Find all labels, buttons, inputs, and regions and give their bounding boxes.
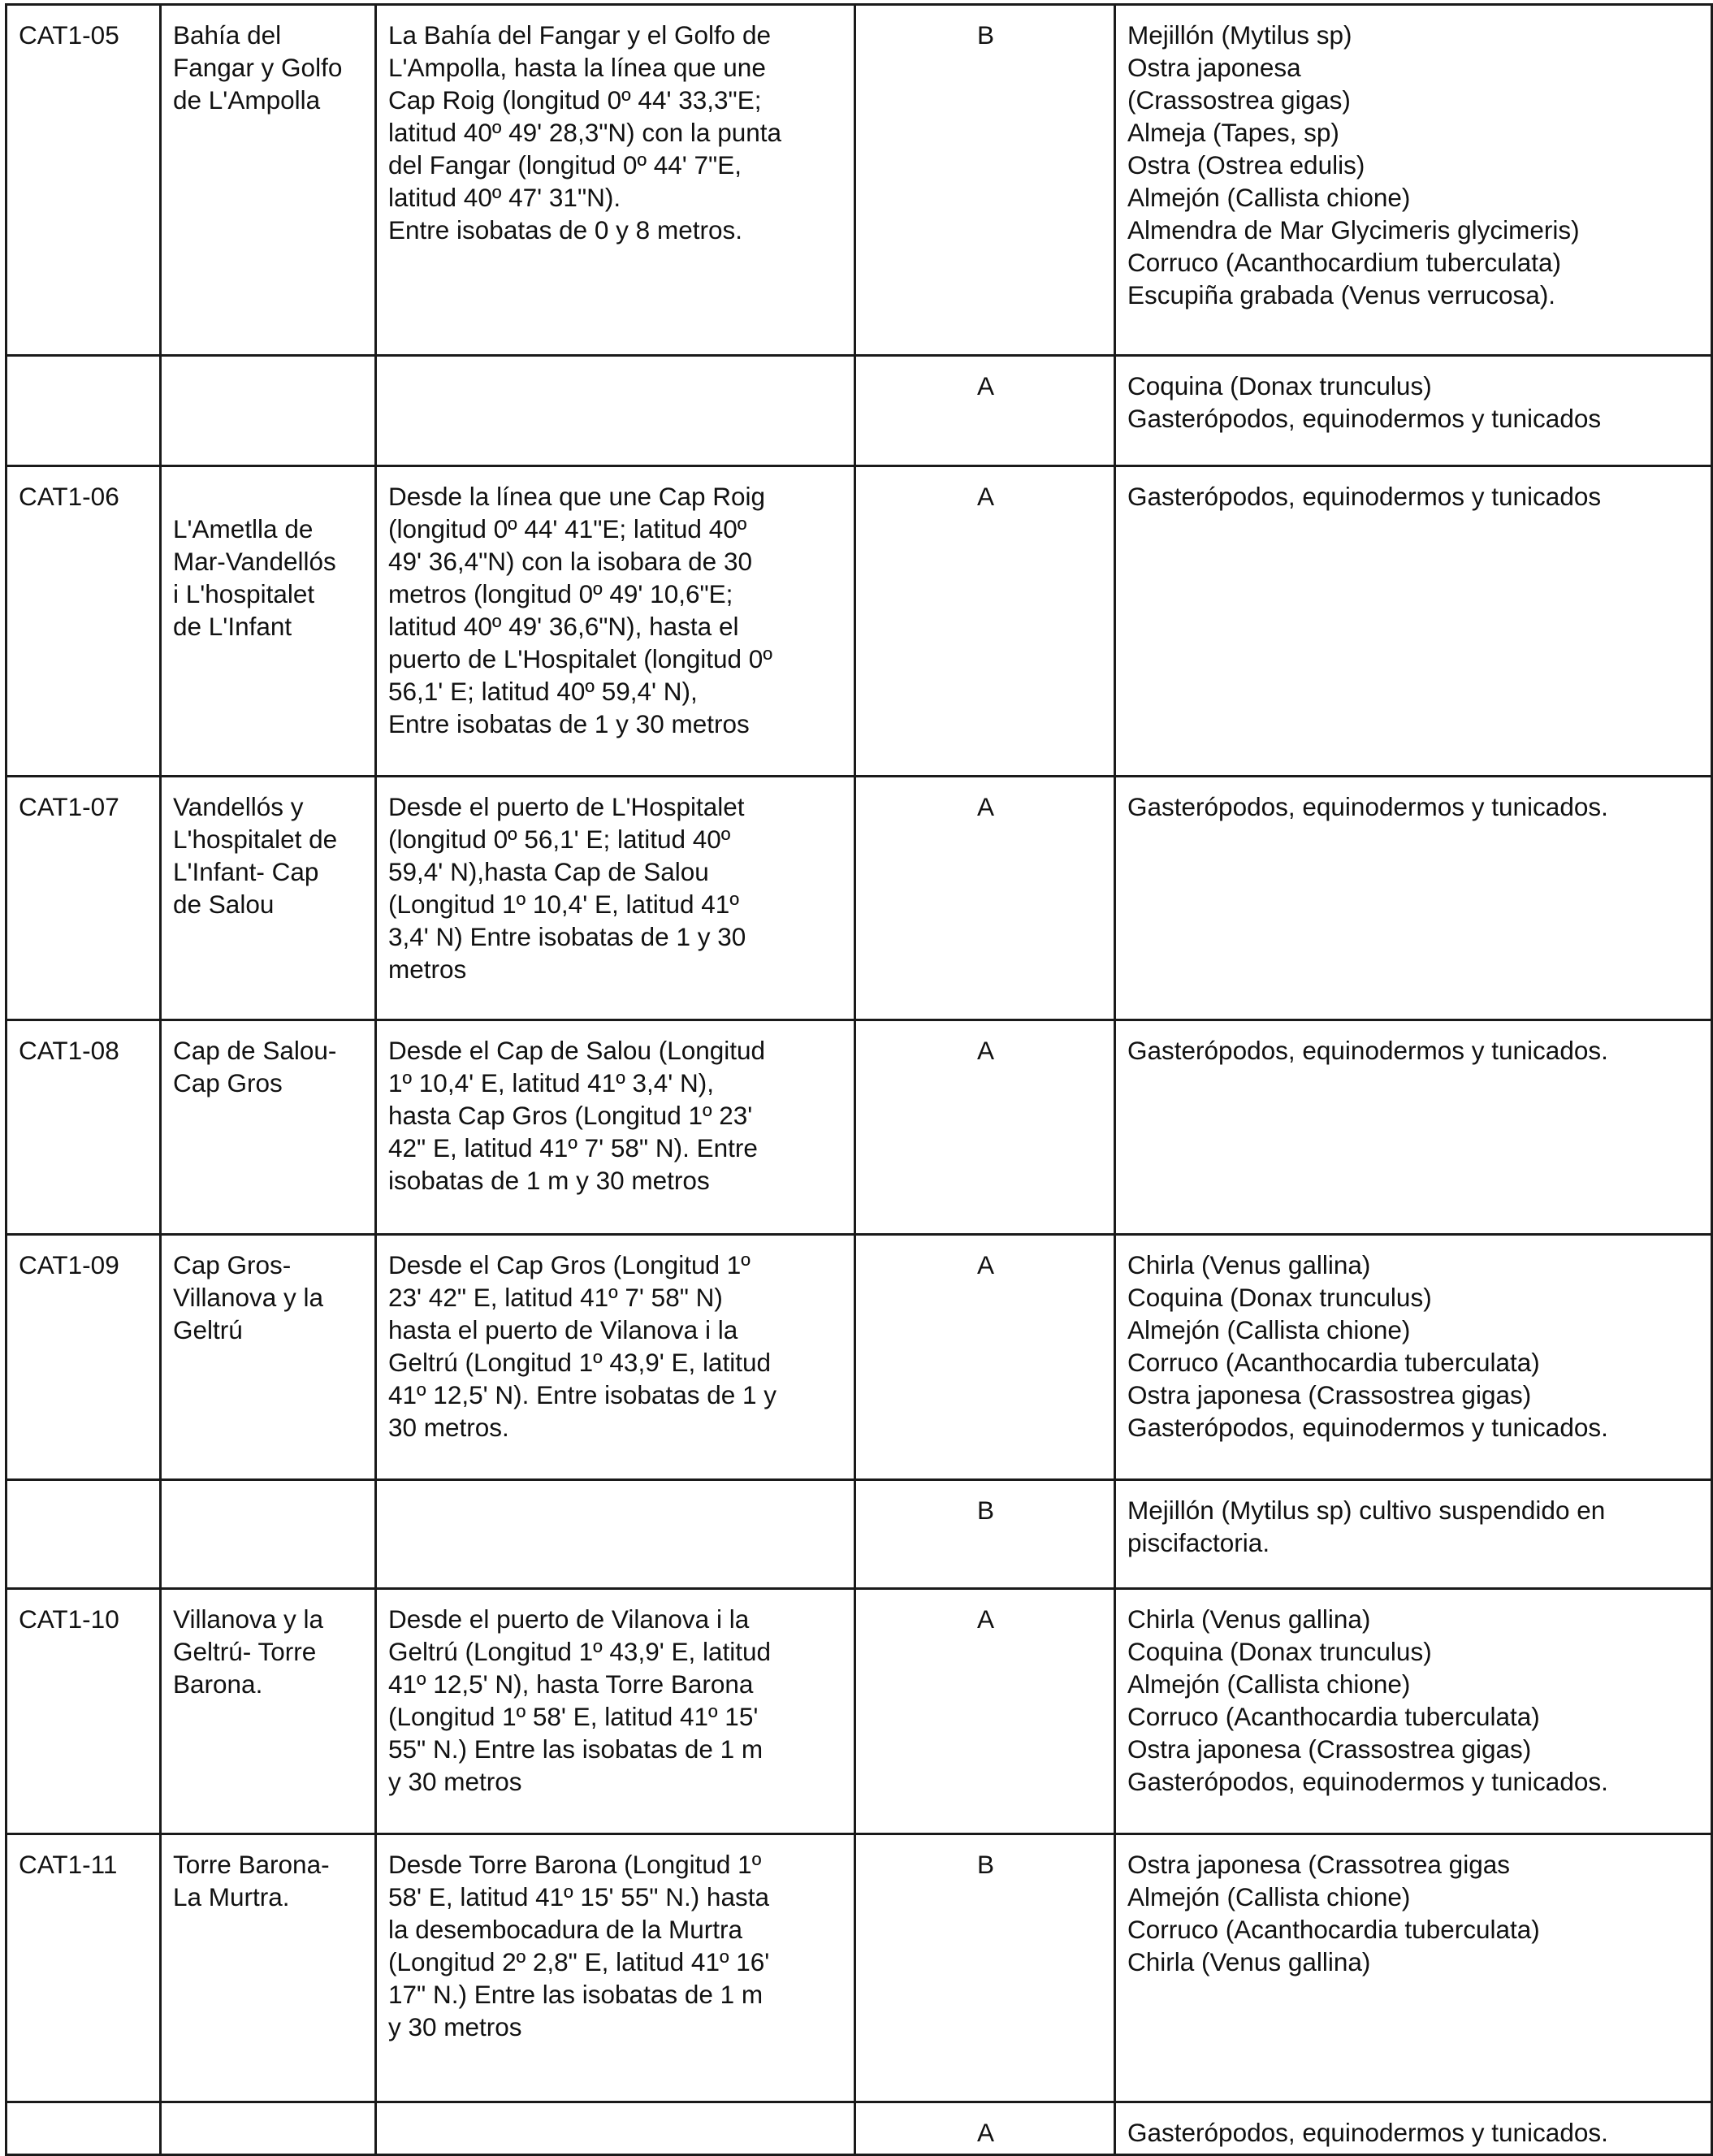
zone-category: A xyxy=(855,1020,1115,1235)
zone-area: L'Ametlla de Mar-Vandellós i L'hospitalet de L'Infant xyxy=(161,466,376,777)
zone-area: Villanova y la Geltrú- Torre Barona. xyxy=(161,1589,376,1834)
zone-category: A xyxy=(855,777,1115,1020)
zone-description: La Bahía del Fangar y el Golfo de L'Ampolla, hasta la línea que une Cap Roig (longitud 0º 44' 33,3"E; latitud 40º 49' 28,3"N) con la punta del Fangar (longitud 0º 44' 7"E, latitud 40º 47' 31"N). Entre isobatas de 0 y 8 metros. xyxy=(376,5,855,356)
table-row xyxy=(6,1589,1712,1834)
zone-category: B xyxy=(855,1834,1115,2102)
zone-area: Bahía del Fangar y Golfo de L'Ampolla xyxy=(161,5,376,356)
zone-species: Gasterópodos, equinodermos y tunicados. xyxy=(1115,777,1712,1020)
zone-area: Torre Barona- La Murtra. xyxy=(161,1834,376,2102)
zone-code: CAT1-05 xyxy=(6,5,161,356)
zone-species: Chirla (Venus gallina) Coquina (Donax trunculus) Almejón (Callista chione) Corruco (Acanthocardia tuberculata) Ostra japonesa (Crassostrea gigas) Gasterópodos, equinodermos y tunicados. xyxy=(1115,1589,1712,1834)
zone-description xyxy=(376,356,855,466)
zone-category: A xyxy=(855,356,1115,466)
table-row xyxy=(6,777,1712,1020)
zone-species: Gasterópodos, equinodermos y tunicados. xyxy=(1115,2102,1712,2155)
zone-description: Desde el Cap Gros (Longitud 1º 23' 42" E, latitud 41º 7' 58" N) hasta el puerto de Vilanova i la Geltrú (Longitud 1º 43,9' E, latitud 41º 12,5' N). Entre isobatas de 1 y 30 metros. xyxy=(376,1235,855,1480)
zone-category: A xyxy=(855,1589,1115,1834)
zone-description xyxy=(376,1480,855,1589)
zone-code: CAT1-07 xyxy=(6,777,161,1020)
zone-code xyxy=(6,2102,161,2155)
zone-species: Chirla (Venus gallina) Coquina (Donax trunculus) Almejón (Callista chione) Corruco (Acanthocardia tuberculata) Ostra japonesa (Crassostrea gigas) Gasterópodos, equinodermos y tunicados. xyxy=(1115,1235,1712,1480)
zone-description: Desde la línea que une Cap Roig (longitud 0º 44' 41"E; latitud 40º 49' 36,4"N) con la isobara de 30 metros (longitud 0º 49' 10,6"E; latitud 40º 49' 36,6"N), hasta el puerto de L'Hospitalet (longitud 0º 56,1' E; latitud 40º 59,4' N), Entre isobatas de 1 y 30 metros xyxy=(376,466,855,777)
zone-area: Cap de Salou- Cap Gros xyxy=(161,1020,376,1235)
zone-category: A xyxy=(855,2102,1115,2155)
zone-category: B xyxy=(855,5,1115,356)
table-row xyxy=(6,1235,1712,1480)
table-row xyxy=(6,1020,1712,1235)
table-row xyxy=(6,2102,1712,2155)
zone-code: CAT1-11 xyxy=(6,1834,161,2102)
zone-area: Vandellós y L'hospitalet de L'Infant- Cap de Salou xyxy=(161,777,376,1020)
table-row xyxy=(6,466,1712,777)
zone-category: A xyxy=(855,466,1115,777)
zone-code: CAT1-08 xyxy=(6,1020,161,1235)
zone-description: Desde Torre Barona (Longitud 1º 58' E, latitud 41º 15' 55" N.) hasta la desembocadura de la Murtra (Longitud 2º 2,8" E, latitud 41º 16' 17" N.) Entre las isobatas de 1 m y 30 metros xyxy=(376,1834,855,2102)
production-zones-table xyxy=(5,3,1713,2156)
zone-species: Gasterópodos, equinodermos y tunicados xyxy=(1115,466,1712,777)
table-row xyxy=(6,1834,1712,2102)
table-row xyxy=(6,356,1712,466)
zone-description: Desde el Cap de Salou (Longitud 1º 10,4' E, latitud 41º 3,4' N), hasta Cap Gros (Longitud 1º 23' 42" E, latitud 41º 7' 58" N). Entre isobatas de 1 m y 30 metros xyxy=(376,1020,855,1235)
zone-species: Coquina (Donax trunculus) Gasterópodos, equinodermos y tunicados xyxy=(1115,356,1712,466)
zone-description: Desde el puerto de Vilanova i la Geltrú (Longitud 1º 43,9' E, latitud 41º 12,5' N), hasta Torre Barona (Longitud 1º 58' E, latitud 41º 15' 55" N.) Entre las isobatas de 1 m y 30 metros xyxy=(376,1589,855,1834)
zone-code: CAT1-10 xyxy=(6,1589,161,1834)
zone-code xyxy=(6,356,161,466)
zone-area xyxy=(161,356,376,466)
zone-area xyxy=(161,2102,376,2155)
zone-species: Mejillón (Mytilus sp) Ostra japonesa (Crassostrea gigas) Almeja (Tapes, sp) Ostra (Ostrea edulis) Almejón (Callista chione) Almendra de Mar Glycimeris glycimeris) Corruco (Acanthocardium tuberculata) Escupiña grabada (Venus verrucosa). xyxy=(1115,5,1712,356)
zone-area: Cap Gros- Villanova y la Geltrú xyxy=(161,1235,376,1480)
zone-species: Mejillón (Mytilus sp) cultivo suspendido en piscifactoria. xyxy=(1115,1480,1712,1589)
zone-species: Ostra japonesa (Crassotrea gigas Almejón (Callista chione) Corruco (Acanthocardia tuberculata) Chirla (Venus gallina) xyxy=(1115,1834,1712,2102)
table-row xyxy=(6,5,1712,356)
zone-species: Gasterópodos, equinodermos y tunicados. xyxy=(1115,1020,1712,1235)
zone-category: B xyxy=(855,1480,1115,1589)
zone-code xyxy=(6,1480,161,1589)
zone-code: CAT1-09 xyxy=(6,1235,161,1480)
zone-area xyxy=(161,1480,376,1589)
table-row xyxy=(6,1480,1712,1589)
zone-description: Desde el puerto de L'Hospitalet (longitud 0º 56,1' E; latitud 40º 59,4' N),hasta Cap de Salou (Longitud 1º 10,4' E, latitud 41º 3,4' N) Entre isobatas de 1 y 30 metros xyxy=(376,777,855,1020)
zone-code: CAT1-06 xyxy=(6,466,161,777)
zone-description xyxy=(376,2102,855,2155)
zone-category: A xyxy=(855,1235,1115,1480)
